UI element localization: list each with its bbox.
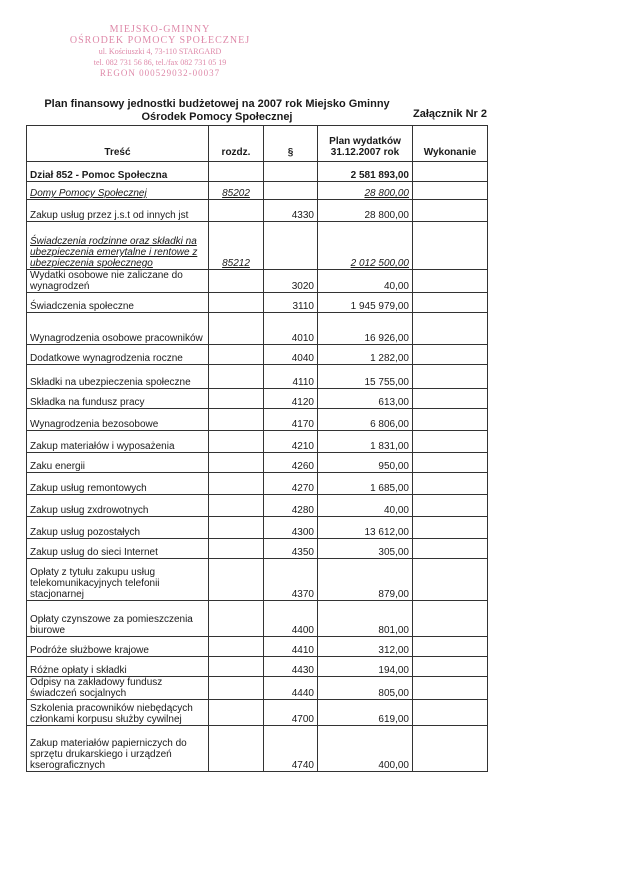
row-plan-amount: 194,00 (318, 657, 413, 677)
row-execution (413, 517, 488, 539)
row-execution (413, 222, 488, 270)
row-description: Dodatkowe wynagrodzenia roczne (27, 345, 209, 365)
row-paragraph: 4010 (264, 313, 318, 345)
table-row (27, 495, 488, 517)
row-plan-amount: 305,00 (318, 539, 413, 559)
row-paragraph (264, 222, 318, 270)
row-chapter (209, 313, 264, 345)
row-paragraph: 4370 (264, 559, 318, 601)
row-description: Wynagrodzenia bezosobowe (27, 409, 209, 431)
table-row (27, 677, 488, 700)
table-row (27, 313, 488, 345)
row-paragraph: 4300 (264, 517, 318, 539)
stamp-line: tel. 082 731 56 86, tel./fax 082 731 05 19 (93, 58, 227, 67)
row-plan-amount: 16 926,00 (318, 313, 413, 345)
row-chapter (209, 495, 264, 517)
row-chapter (209, 677, 264, 700)
table-row (27, 162, 488, 182)
table-row (27, 539, 488, 559)
row-paragraph: 4170 (264, 409, 318, 431)
row-paragraph: 4430 (264, 657, 318, 677)
row-description: Świadczenia rodzinne oraz składki na ubezpieczenia emerytalne i rentowe z ubezpieczenia społecznego (27, 222, 209, 270)
stamp-line: OŚRODEK POMOCY SPOŁECZNEJ (69, 35, 251, 46)
row-description: Zakup materiałów i wyposażenia (27, 431, 209, 453)
row-description: Różne opłaty i składki (27, 657, 209, 677)
row-plan-amount: 879,00 (318, 559, 413, 601)
row-execution (413, 345, 488, 365)
row-paragraph: 3020 (264, 270, 318, 293)
row-chapter (209, 293, 264, 313)
row-plan-amount: 801,00 (318, 601, 413, 637)
row-chapter (209, 657, 264, 677)
row-chapter (209, 365, 264, 389)
row-execution (413, 677, 488, 700)
row-execution (413, 726, 488, 772)
row-execution (413, 270, 488, 293)
row-chapter (209, 637, 264, 657)
row-chapter (209, 559, 264, 601)
row-plan-amount: 28 800,00 (318, 182, 413, 200)
row-execution (413, 559, 488, 601)
row-plan-amount: 805,00 (318, 677, 413, 700)
table-row (27, 700, 488, 726)
table-row (27, 637, 488, 657)
table-row (27, 601, 488, 637)
row-description: Opłaty z tytułu zakupu usług telekomunikacyjnych telefonii stacjonarnej (27, 559, 209, 601)
row-execution (413, 637, 488, 657)
table-body (27, 162, 488, 772)
row-paragraph: 4700 (264, 700, 318, 726)
header-desc: Treść (27, 126, 209, 162)
row-execution (413, 313, 488, 345)
table-row (27, 345, 488, 365)
row-execution (413, 700, 488, 726)
row-description: Zakup usług do sieci Internet (27, 539, 209, 559)
row-plan-amount: 13 612,00 (318, 517, 413, 539)
table-row (27, 182, 488, 200)
row-paragraph: 4260 (264, 453, 318, 473)
row-chapter (209, 409, 264, 431)
row-plan-amount: 2 012 500,00 (318, 222, 413, 270)
row-paragraph (264, 182, 318, 200)
table-row (27, 453, 488, 473)
row-paragraph: 4330 (264, 200, 318, 222)
row-execution (413, 431, 488, 453)
row-plan-amount: 1 945 979,00 (318, 293, 413, 313)
row-description: Zakup usług remontowych (27, 473, 209, 495)
row-description: Opłaty czynszowe za pomieszczenia biurowe (27, 601, 209, 637)
financial-plan-table (26, 125, 488, 772)
table-row (27, 726, 488, 772)
row-plan-amount: 613,00 (318, 389, 413, 409)
row-description: Zakup usług przez j.s.t od innych jst (27, 200, 209, 222)
row-paragraph: 4120 (264, 389, 318, 409)
row-chapter (209, 431, 264, 453)
table-row (27, 365, 488, 389)
document-title: Plan finansowy jednostki budżetowej na 2007 rok Miejsko Gminny Ośrodek Pomocy Społecznej (44, 98, 390, 123)
table-row (27, 657, 488, 677)
row-execution (413, 495, 488, 517)
stamp-line: ul. Kościuszki 4, 73-110 STARGARD (98, 47, 222, 56)
row-description: Składki na ubezpieczenia społeczne (27, 365, 209, 389)
row-execution (413, 453, 488, 473)
institution-stamp (40, 24, 280, 79)
row-description: Zakup materiałów papierniczych do sprzętu drukarskiego i urządzeń kserograficznych (27, 726, 209, 772)
stamp-line: REGON 000529032-00037 (99, 68, 221, 78)
row-paragraph: 4740 (264, 726, 318, 772)
row-execution (413, 601, 488, 637)
row-execution (413, 389, 488, 409)
row-chapter (209, 200, 264, 222)
row-chapter: 85212 (209, 222, 264, 270)
row-paragraph: 4410 (264, 637, 318, 657)
row-plan-amount: 28 800,00 (318, 200, 413, 222)
row-chapter (209, 539, 264, 559)
row-plan-amount: 312,00 (318, 637, 413, 657)
row-chapter (209, 345, 264, 365)
row-description: Składka na fundusz pracy (27, 389, 209, 409)
table-row (27, 389, 488, 409)
row-execution (413, 162, 488, 182)
row-execution (413, 293, 488, 313)
row-chapter: 85202 (209, 182, 264, 200)
row-chapter (209, 389, 264, 409)
row-chapter (209, 517, 264, 539)
header-rozdz: rozdz. (209, 126, 264, 162)
table-row (27, 409, 488, 431)
row-plan-amount: 1 831,00 (318, 431, 413, 453)
row-plan-amount: 6 806,00 (318, 409, 413, 431)
stamp-line: MIEJSKO-GMINNY (109, 24, 211, 35)
table-row (27, 270, 488, 293)
row-paragraph: 4400 (264, 601, 318, 637)
row-paragraph: 4440 (264, 677, 318, 700)
row-plan-amount: 40,00 (318, 495, 413, 517)
row-paragraph: 4110 (264, 365, 318, 389)
row-paragraph: 4210 (264, 431, 318, 453)
row-description: Dział 852 - Pomoc Społeczna (27, 162, 209, 182)
row-description: Domy Pomocy Społecznej (27, 182, 209, 200)
row-description: Zaku energii (27, 453, 209, 473)
row-paragraph (264, 162, 318, 182)
row-description: Zakup usług zxdrowotnych (27, 495, 209, 517)
row-chapter (209, 726, 264, 772)
table-row (27, 222, 488, 270)
header-plan: Plan wydatków 31.12.2007 rok (318, 126, 413, 162)
row-paragraph: 4270 (264, 473, 318, 495)
table-row (27, 559, 488, 601)
row-description: Wydatki osobowe nie zaliczane do wynagrodzeń (27, 270, 209, 293)
header-execution: Wykonanie (413, 126, 488, 162)
row-chapter (209, 601, 264, 637)
table-row (27, 293, 488, 313)
row-plan-amount: 1 282,00 (318, 345, 413, 365)
row-execution (413, 200, 488, 222)
table-header-row (27, 126, 488, 162)
row-paragraph: 4350 (264, 539, 318, 559)
row-description: Podróże służbowe krajowe (27, 637, 209, 657)
row-execution (413, 182, 488, 200)
table-row (27, 431, 488, 453)
row-chapter (209, 453, 264, 473)
row-execution (413, 473, 488, 495)
row-description: Zakup usług pozostałych (27, 517, 209, 539)
table-row (27, 517, 488, 539)
row-plan-amount: 40,00 (318, 270, 413, 293)
row-paragraph: 4280 (264, 495, 318, 517)
row-plan-amount: 15 755,00 (318, 365, 413, 389)
row-execution (413, 657, 488, 677)
row-plan-amount: 2 581 893,00 (318, 162, 413, 182)
row-chapter (209, 700, 264, 726)
row-plan-amount: 400,00 (318, 726, 413, 772)
header-paragraph: § (264, 126, 318, 162)
row-chapter (209, 162, 264, 182)
row-description: Świadczenia społeczne (27, 293, 209, 313)
table-row (27, 473, 488, 495)
row-execution (413, 409, 488, 431)
row-plan-amount: 950,00 (318, 453, 413, 473)
table-row (27, 200, 488, 222)
row-execution (413, 539, 488, 559)
row-paragraph: 3110 (264, 293, 318, 313)
attachment-label: Załącznik Nr 2 (413, 108, 487, 120)
row-description: Wynagrodzenia osobowe pracowników (27, 313, 209, 345)
row-execution (413, 365, 488, 389)
row-description: Odpisy na zakładowy fundusz świadczeń socjalnych (27, 677, 209, 700)
row-plan-amount: 1 685,00 (318, 473, 413, 495)
row-chapter (209, 270, 264, 293)
row-description: Szkolenia pracowników niebędących członkami korpusu służby cywilnej (27, 700, 209, 726)
row-paragraph: 4040 (264, 345, 318, 365)
row-chapter (209, 473, 264, 495)
row-plan-amount: 619,00 (318, 700, 413, 726)
